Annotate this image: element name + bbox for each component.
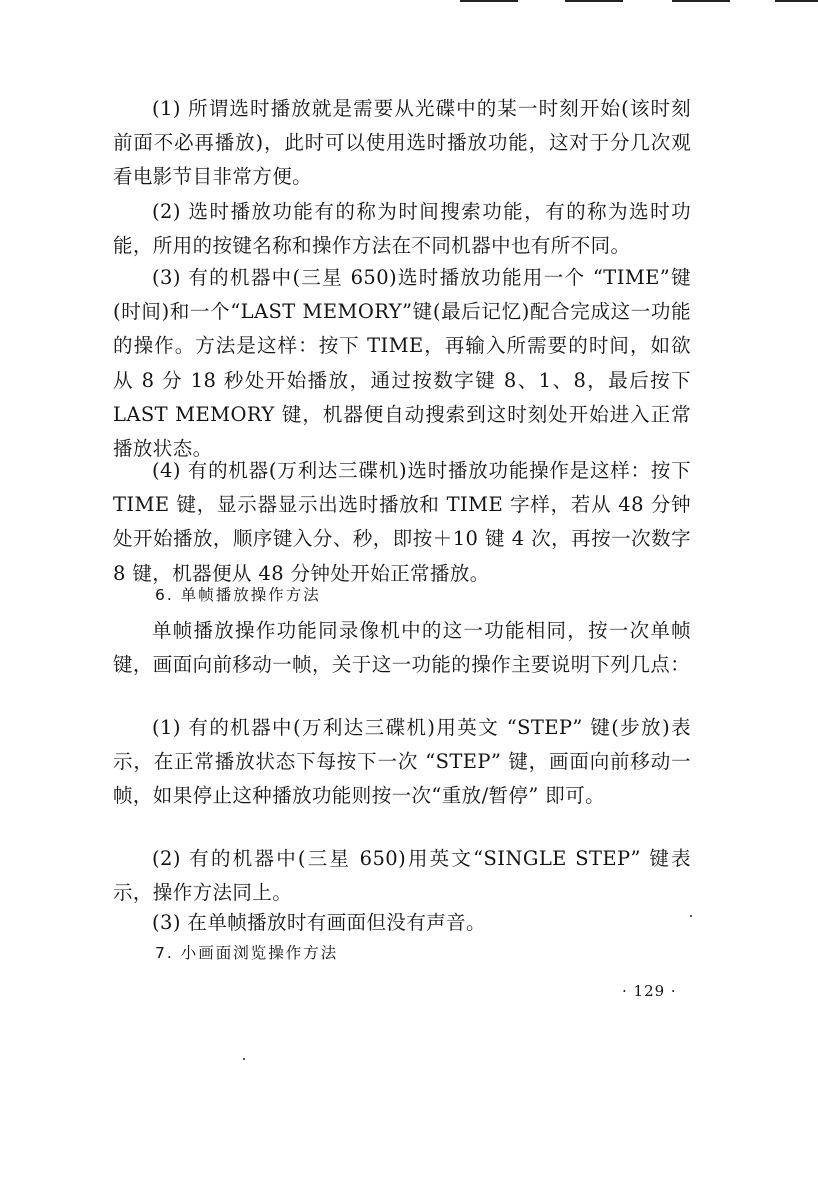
section-heading-single-frame: 6. 单帧播放操作方法 — [155, 586, 321, 604]
top-scan-line-1 — [460, 0, 518, 2]
scan-speck — [690, 915, 692, 917]
top-scan-line-3 — [672, 0, 730, 2]
paragraph-select-time-1: (1) 所谓选时播放就是需要从光碟中的某一时刻开始(该时刻前面不必再播放)，此时可以使用选时播放功能，这对于分几次观看电影节目非常方便。 — [113, 97, 691, 189]
paragraph-single-frame-intro: 单帧播放操作功能同录像机中的这一功能相同，按一次单帧键，画面向前移动一帧，关于这一功能的操作主要说明下列几点： — [113, 619, 691, 677]
paragraph-single-frame-3: (3) 在单帧播放时有画面但没有声音。 — [152, 911, 486, 934]
paragraph-select-time-2: (2) 选时播放功能有的称为时间搜索功能，有的称为选时功能，所用的按键名称和操作方法在不同机器中也有所不同。 — [113, 200, 691, 258]
top-scan-line-4 — [775, 0, 818, 2]
section-heading-thumbnail-browse: 7. 小画面浏览操作方法 — [155, 944, 339, 962]
paragraph-single-frame-1: (1) 有的机器中(万利达三碟机)用英文 “STEP” 键(步放)表示，在正常播放状态下每按下一次 “STEP” 键，画面向前移动一帧，如果停止这种播放功能则按一次“重放/暂停” 即可。 — [113, 716, 691, 808]
paragraph-select-time-3: (3) 有的机器中(三星 650)选时播放功能用一个 “TIME”键(时间)和一个“LAST MEMORY”键(最后记忆)配合完成这一功能的操作。方法是这样：按下 TIME，再输入所需要的时间，如欲从 8 分 18 秒处开始播放，通过按数字键 8、1、8，最后按下 LAST MEMORY 键，机器便自动搜索到这时刻处开始进入正常播放状态。 — [113, 266, 691, 461]
page-number: · 129 · — [622, 982, 677, 1000]
scan-speck — [243, 1058, 245, 1060]
paragraph-single-frame-2: (2) 有的机器中(三星 650)用英文“SINGLE STEP” 键表示，操作方法同上。 — [113, 847, 691, 905]
top-scan-line-2 — [565, 0, 623, 2]
paragraph-select-time-4: (4) 有的机器(万利达三碟机)选时播放功能操作是这样：按下 TIME 键，显示器显示出选时播放和 TIME 字样，若从 48 分钟处开始播放，顺序键入分、秒，即按＋10 键 4 次，再按一次数字 8 键，机器便从 48 分钟处开始正常播放。 — [113, 459, 691, 585]
